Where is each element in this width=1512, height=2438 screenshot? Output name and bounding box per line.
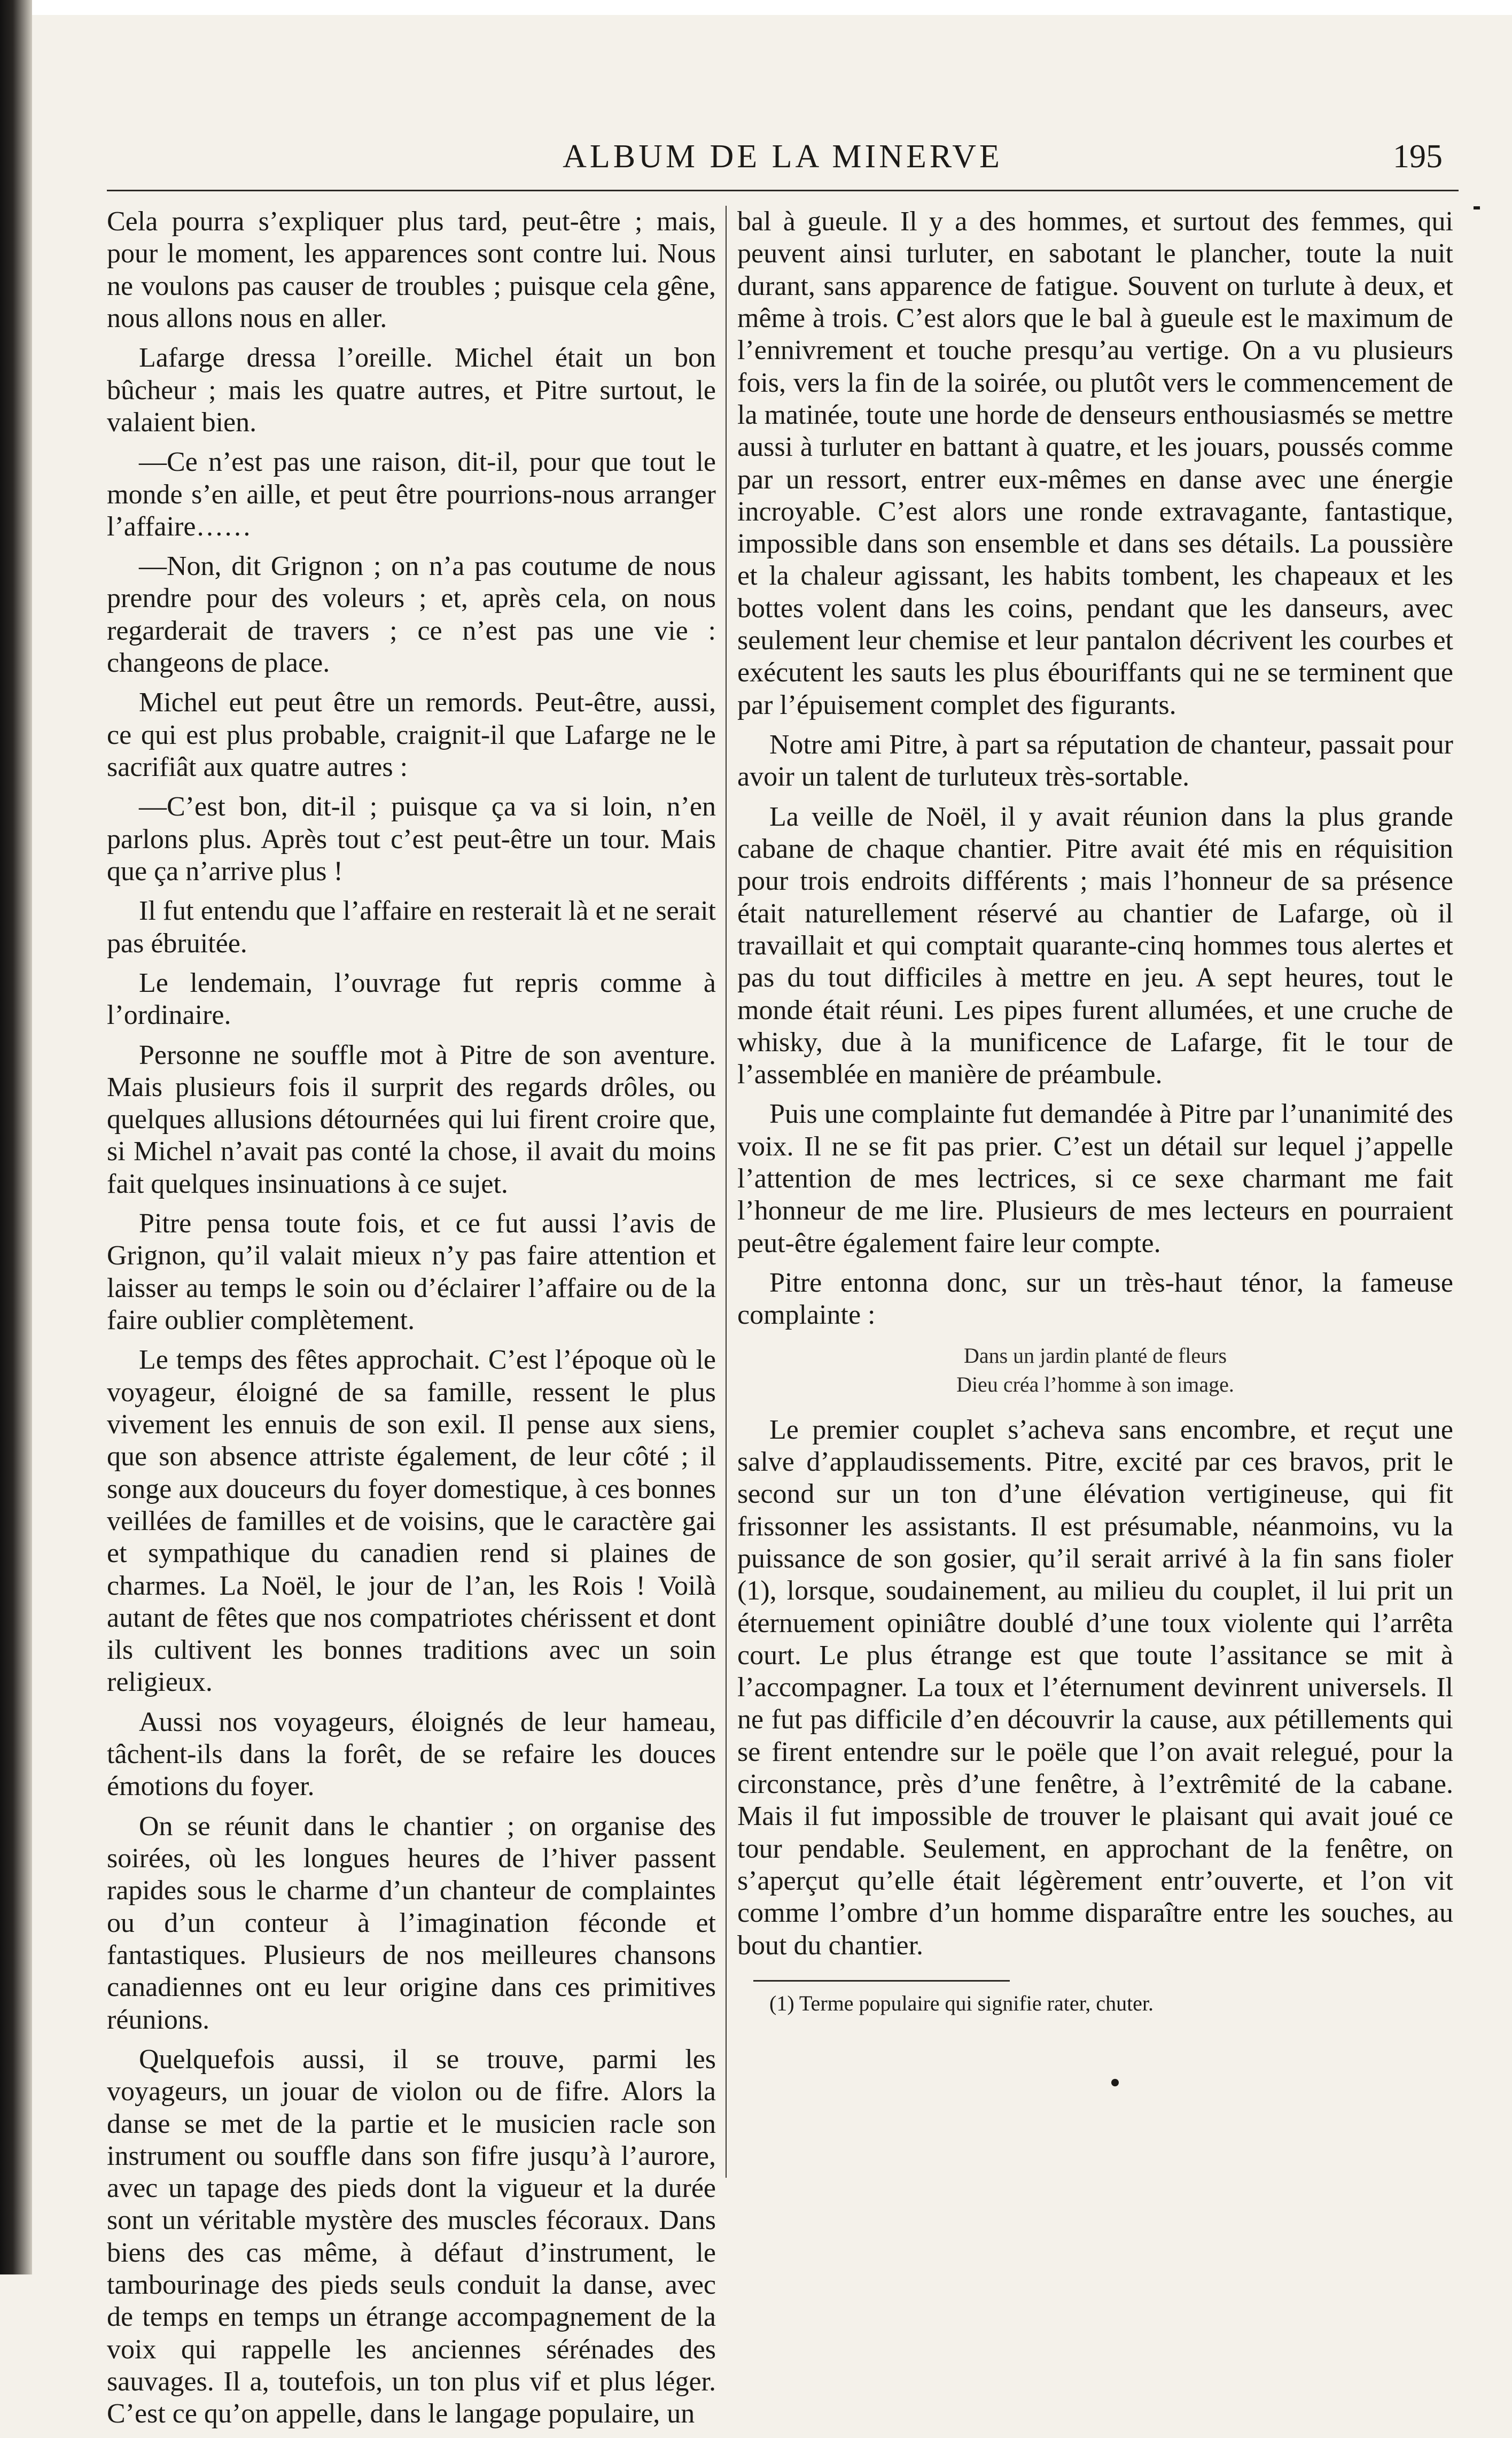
header-rule — [107, 190, 1459, 191]
paragraph: Aussi nos voyageurs, éloignés de leur hameau, tâchent-ils dans la forêt, de se refaire les douces émotions du foyer. — [107, 1706, 716, 1802]
paragraph: Puis une complainte fut demandée à Pitre par l’unanimité des voix. Il ne se fit pas prier. C’est un détail sur lequel j’appelle l’attention de mes lectrices, si ce sexe charmant me fait l’honneur de me lire. Plusieurs de mes lecteurs en pourraient peut-être également faire leur compte. — [737, 1099, 1453, 1259]
paragraph: Le lendemain, l’ouvrage fut repris comme à l’ordinaire. — [107, 967, 716, 1031]
verse-quote — [737, 1341, 1453, 1399]
paragraph: —C’est bon, dit-il ; puisque ça va si loin, n’en parlons plus. Après tout c’est peut-être un tour. Mais que ça n’arrive plus ! — [107, 791, 716, 887]
page-number: 195 — [1393, 138, 1443, 175]
column-divider — [726, 206, 727, 2178]
paragraph: —Ce n’est pas une raison, dit-il, pour que tout le monde s’en aille, et peut être pourrions-nous arranger l’affaire…… — [107, 447, 716, 542]
paragraph: bal à gueule. Il y a des hommes, et surtout des femmes, qui peuvent ainsi turluter, en sabotant le plancher, toute la nuit durant, sans apparence de fatigue. Souvent on turlute à deux, et même à trois. C’est alors que le bal à gueule est le maximum de l’ennivrement et touche presqu’au vertige. On a vu plusieurs fois, vers la fin de la soirée, ou plutôt vers le commencement de la matinée, toute une horde de denseurs enthousiasmés se mettre aussi à turluter en battant à quatre, et les jouars, poussés comme par un ressort, entrer eux-mêmes en danse avec une énergie incroyable. C’est alors une ronde extravagante, fantastique, impossible dans son ensemble et dans ses détails. La poussière et la chaleur agissant, les habits tombent, les chapeaux et les bottes volent dans les coins, pendant que les danseurs, avec seulement leur chemise et leur pantalon décrivent les courbes et exécutent les sauts les plus ébouriffants qui ne se terminent que par l’épuisement complet des figurants. — [737, 206, 1454, 720]
footnote-rule — [753, 1980, 1010, 1982]
page-binding-edge — [0, 0, 32, 2274]
paragraph: La veille de Noël, il y avait réunion dans la plus grande cabane de chaque chantier. Pitre avait été mis en réquisition pour trois endroits différents ; mais l’honneur de sa présence était naturellement réservé au chantier de Lafarge, où il travaillait et qui comptait quarante-cinq hommes tous alertes et pas du tout difficiles à mettre en jeu. A sept heures, tout le monde était réuni. Les pipes furent allumées, et une cruche de whisky, due à la munificence de Lafarge, fit le tour de l’assemblée en manière de préambule. — [737, 801, 1453, 1090]
verse-line: Dieu créa l’homme à son image. — [956, 1372, 1234, 1396]
verse-line: Dans un jardin planté de fleurs — [963, 1343, 1227, 1368]
paragraph: Le premier couplet s’acheva sans encombre, et reçut une salve d’applaudissements. Pitre, excité par ces bravos, prit le second sur un ton d’une élévation vertigineuse, qui fit frissonner les assistants. Il est présumable, néanmoins, vu la puissance de son gosier, qu’il serait arrivé à la fin sans fioler (1), lorsque, soudainement, au milieu du couplet, il lui prit un éternuement opiniâtre doublé d’une toux violente qui l’arrêta court. Le plus étrange est que toute l’assitance se mit à l’accompagner. La toux et l’éternument devinrent universels. Il ne fut pas difficile d’en découvrir la cause, aux pétillements qui se firent entendre sur le poële que l’on avait relegué, pour la circonstance, près d’une fenêtre, à l’extrêmité de la cabane. Mais il fut impossible de trouver le plaisant qui avait joué ce tour pendable. Seulement, en approchant de la fenêtre, on s’aperçut qu’elle était légèrement entr’ouverte, et l’on vit comme l’ombre d’un homme disparaître entre les souches, au bout du chantier. — [737, 1414, 1453, 1961]
ink-mark — [1474, 206, 1480, 209]
left-column — [107, 206, 716, 2438]
paragraph: Michel eut peut être un remords. Peut-être, aussi, ce qui est plus probable, craignit-il que Lafarge ne le sacrifiât aux quatre autres : — [107, 687, 716, 782]
ink-speck — [1111, 2079, 1119, 2086]
paragraph: —Non, dit Grignon ; on n’a pas coutume de nous prendre pour des voleurs ; et, après cela, on nous regarderait de travers ; ce n’est pas une vie : changeons de place. — [107, 551, 716, 679]
running-title: ALBUM DE LA MINERVE — [563, 138, 1003, 175]
paragraph: Lafarge dressa l’oreille. Michel était un bon bûcheur ; mais les quatre autres, et Pitre surtout, le valaient bien. — [107, 343, 716, 438]
paragraph: Pitre entonna donc, sur un très-haut ténor, la fameuse complainte : — [737, 1268, 1453, 1331]
paragraph: Il fut entendu que l’affaire en resterait là et ne serait pas ébruitée. — [107, 896, 716, 959]
paragraph: Cela pourra s’expliquer plus tard, peut-être ; mais, pour le moment, les apparences sont contre lui. Nous ne voulons pas causer de troubles ; puisque cela gêne, nous allons nous en aller. — [107, 206, 716, 333]
paragraph: Quelquefois aussi, il se trouve, parmi les voyageurs, un jouar de violon ou de fifre. Alors la danse se met de la partie et le musicien racle son instrument ou souffle dans son fifre jusqu’à l’aurore, avec un tapage des pieds dont la vigueur et la durée sont un véritable mystère des muscles fécoraux. Dans biens des cas même, à défaut d’instrument, le tambourinage des pieds seuls conduit la danse, avec de temps en temps un étrange accompagnement de la voix qui rappelle les anciennes sérénades des sauvages. Il a, toutefois, un ton plus vif et plus léger. C’est ce qu’on appelle, dans le langage populaire, un — [107, 2044, 716, 2429]
paragraph: On se réunit dans le chantier ; on organise des soirées, où les longues heures de l’hiver passent rapides sous le charme d’un chanteur de complaintes ou d’un conteur à l’imagination féconde et fantastiques. Plusieurs de nos meilleures chansons canadiennes ont eu leur origine dans ces primitives réunions. — [107, 1811, 716, 2035]
paragraph: Le temps des fêtes approchait. C’est l’époque où le voyageur, éloigné de sa famille, ressent le plus vivement les ennuis de son exil. Il pense aux siens, que son absence attriste également, de leur côté ; il songe aux douceurs du foyer domestique, à ces bonnes veillées de familles et de voisins, que le caractère gai et sympathique du canadien rend si plaines de charmes. La Noël, le jour de l’an, les Rois ! Voilà autant de fêtes que nos compatriotes chérissent et dont ils cultivent les bonnes traditions avec un soin religieux. — [107, 1345, 716, 1698]
top-margin — [0, 0, 1512, 15]
paragraph: Pitre pensa toute fois, et ce fut aussi l’avis de Grignon, qu’il valait mieux n’y pas faire attention et laisser au temps le soin ou d’éclairer l’affaire ou de la faire oublier complètement. — [107, 1208, 716, 1336]
right-column — [737, 206, 1453, 2023]
paragraph: Notre ami Pitre, à part sa réputation de chanteur, passait pour avoir un talent de turluteux très-sortable. — [737, 729, 1453, 793]
page-header — [107, 138, 1459, 181]
paragraph: Personne ne souffle mot à Pitre de son aventure. Mais plusieurs fois il surprit des regards drôles, ou quelques allusions détournées qui lui firent croire que, si Michel n’avait pas conté la chose, il avait du moins fait quelques insinuations à ce sujet. — [107, 1039, 716, 1199]
footnote: (1) Terme populaire qui signifie rater, chuter. — [769, 1991, 1154, 2015]
